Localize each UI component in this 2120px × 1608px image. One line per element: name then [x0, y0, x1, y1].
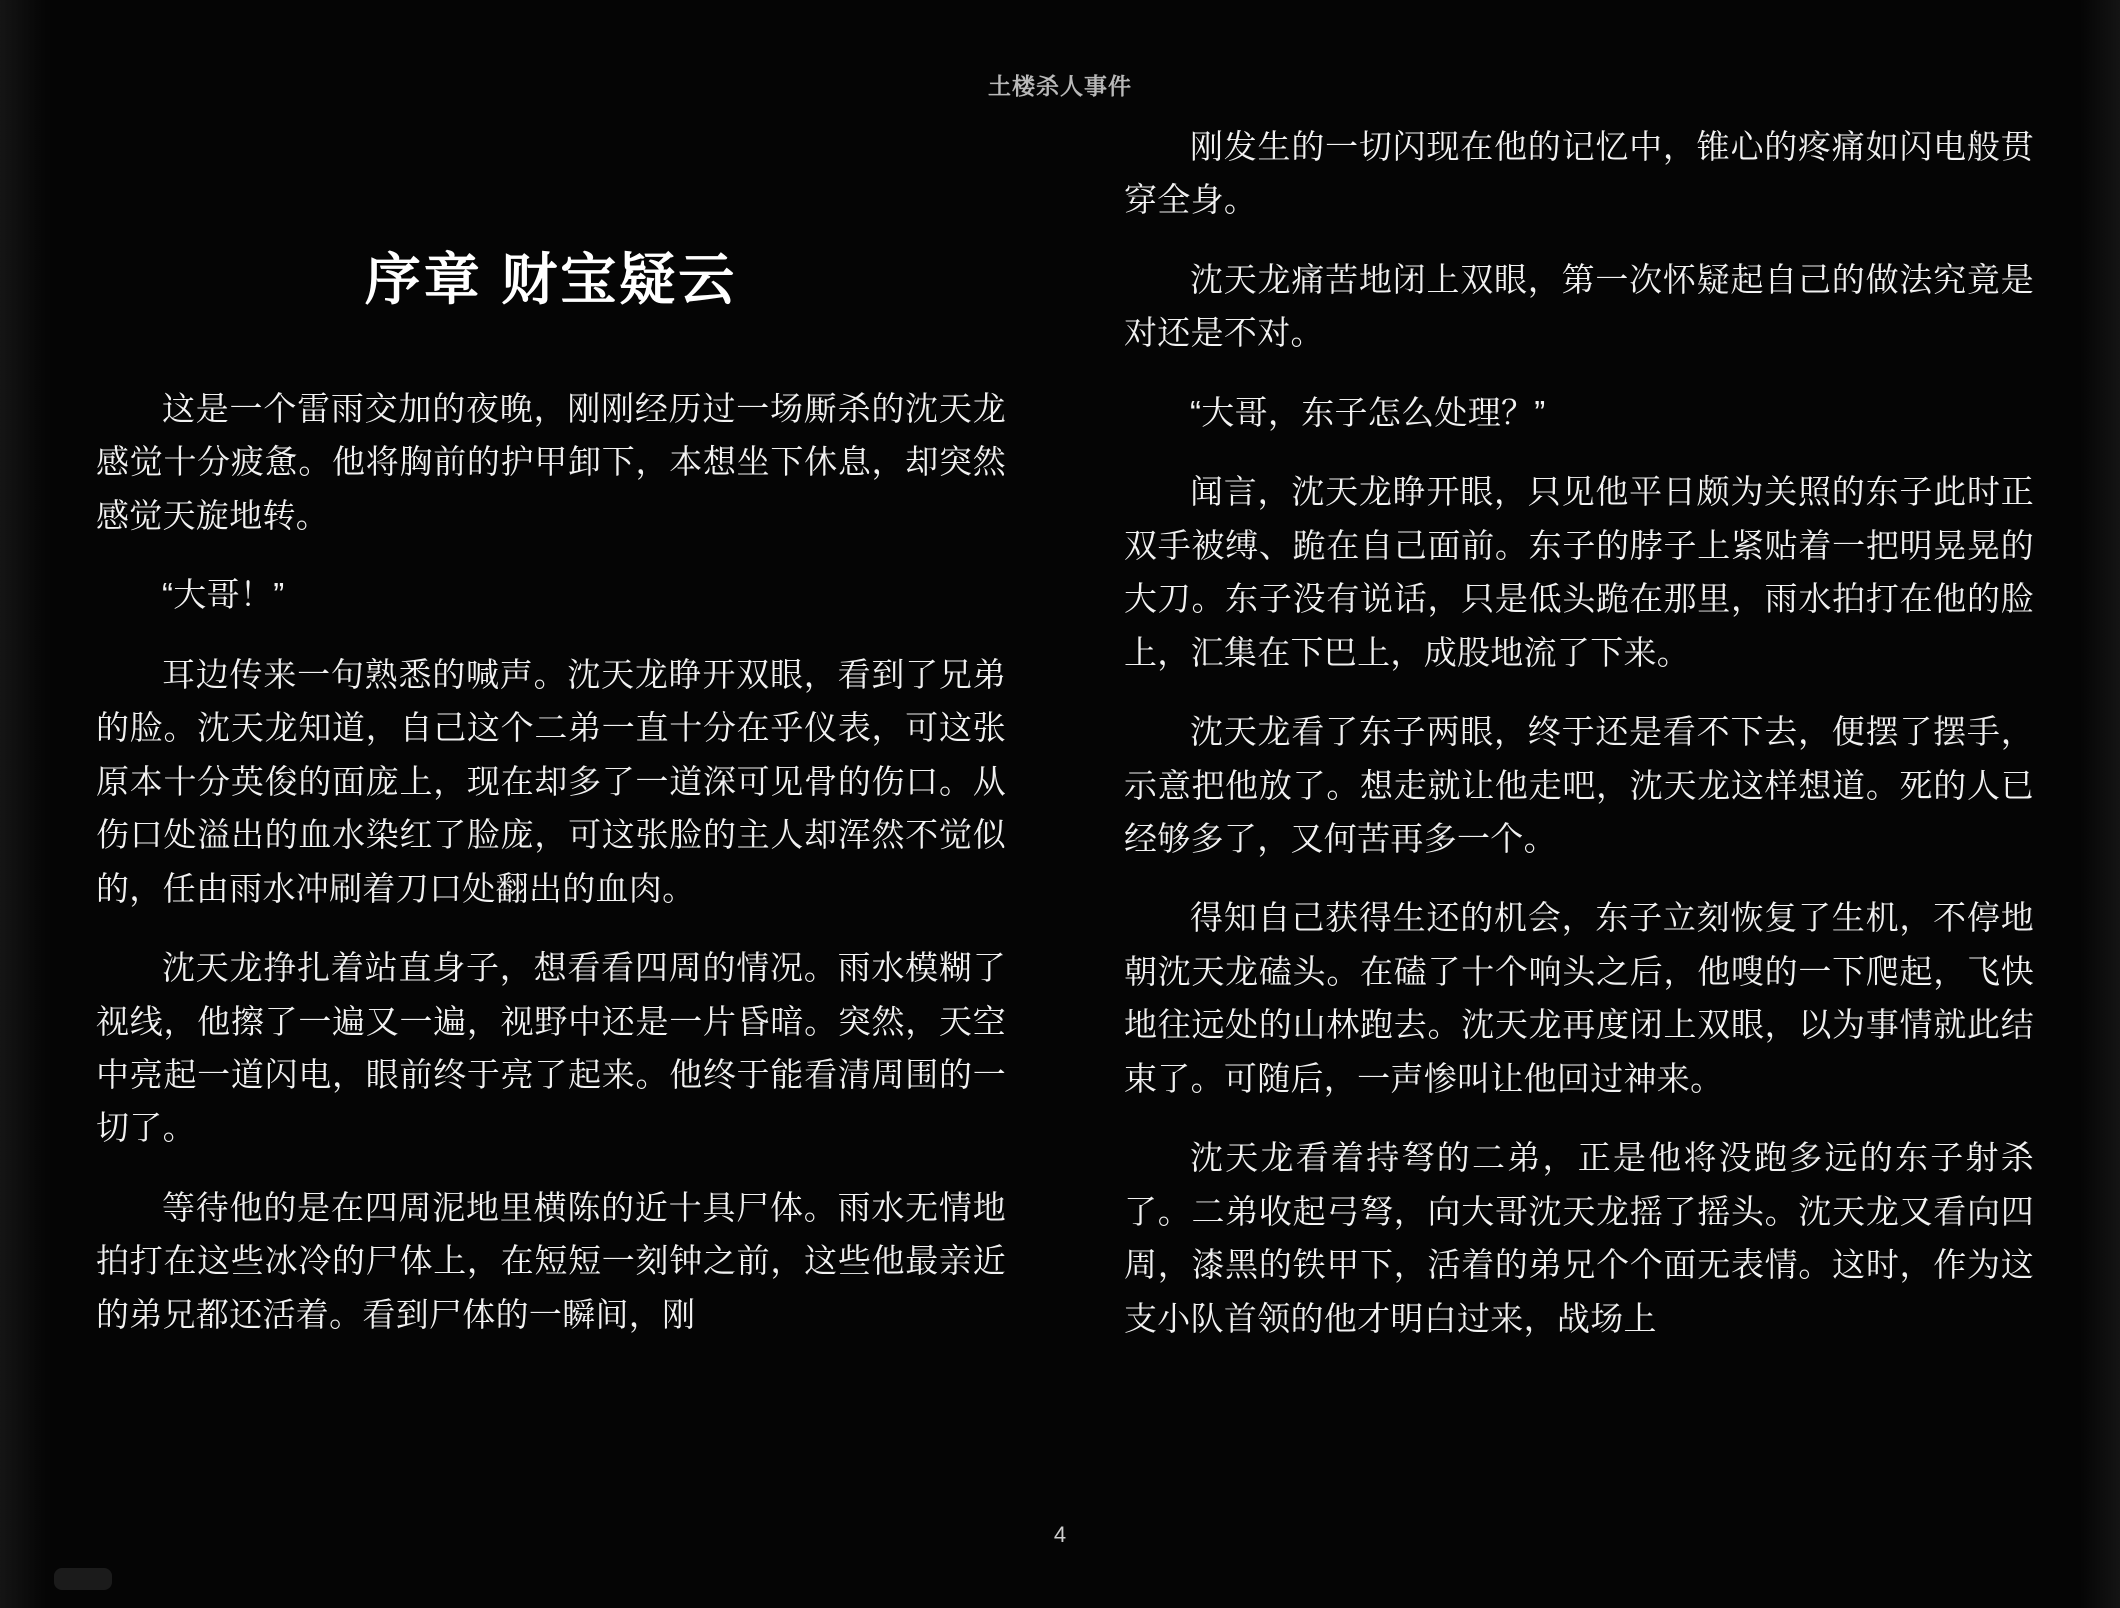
book-title-header: 土楼杀人事件	[988, 73, 1132, 99]
paragraph: 沈天龙看了东子两眼，终于还是看不下去，便摆了摆手，示意把他放了。想走就让他走吧，沈天龙这样想道。死的人已经够多了，又何苦再多一个。	[1124, 713, 2034, 857]
paragraph: “大哥！”	[162, 576, 285, 614]
paragraph: 闻言，沈天龙睁开眼，只见他平日颇为关照的东子此时正双手被缚、跪在自己面前。东子的脖子上紧贴着一把明晃晃的大刀。东子没有说话，只是低头跪在那里，雨水拍打在他的脸上，汇集在下巴上，成股地流了下来。	[1124, 473, 2034, 671]
paragraph: 沈天龙看着持弩的二弟，正是他将没跑多远的东子射杀了。二弟收起弓弩，向大哥沈天龙摇了摇头。沈天龙又看向四周，漆黑的铁甲下，活着的弟兄个个面无表情。这时，作为这支小队首领的他才明白过来，战场上	[1124, 1139, 2034, 1337]
page-columns	[96, 120, 2034, 1468]
bottom-left-nub	[54, 1568, 112, 1590]
paragraph: 这是一个雷雨交加的夜晚，刚刚经历过一场厮杀的沈天龙感觉十分疲惫。他将胸前的护甲卸下，本想坐下休息，却突然感觉天旋地转。	[96, 390, 1006, 534]
paragraph: 沈天龙挣扎着站直身子，想看看四周的情况。雨水模糊了视线，他擦了一遍又一遍，视野中还是一片昏暗。突然，天空中亮起一道闪电，眼前终于亮了起来。他终于能看清周围的一切了。	[96, 949, 1006, 1147]
paragraph: 耳边传来一句熟悉的喊声。沈天龙睁开双眼，看到了兄弟的脸。沈天龙知道，自己这个二弟一直十分在乎仪表，可这张原本十分英俊的面庞上，现在却多了一道深可见骨的伤口。从伤口处溢出的血水染红了脸庞，可这张脸的主人却浑然不觉似的，任由雨水冲刷着刀口处翻出的血肉。	[96, 655, 1006, 907]
chapter-title: 序章 财宝疑云	[364, 248, 738, 311]
paragraph: 刚发生的一切闪现在他的记忆中，锥心的疼痛如闪电般贯穿全身。	[1124, 128, 2034, 219]
right-column	[1124, 120, 2034, 1468]
paragraph: 等待他的是在四周泥地里横陈的近十具尸体。雨水无情地拍打在这些冰冷的尸体上，在短短一刻钟之前，这些他最亲近的弟兄都还活着。看到尸体的一瞬间，刚	[96, 1188, 1006, 1333]
paragraph: 沈天龙痛苦地闭上双眼，第一次怀疑起自己的做法究竟是对还是不对。	[1124, 260, 2034, 352]
paragraph: “大哥，东子怎么处理？”	[1190, 393, 1546, 431]
page-number: 4	[1053, 1522, 1067, 1547]
left-column	[96, 120, 1006, 1468]
paragraph: 得知自己获得生还的机会，东子立刻恢复了生机，不停地朝沈天龙磕头。在磕了十个响头之后，他嗖的一下爬起，飞快地往远处的山林跑去。沈天龙再度闭上双眼，以为事情就此结束了。可随后，一声惨叫让他回过神来。	[1124, 899, 2034, 1097]
